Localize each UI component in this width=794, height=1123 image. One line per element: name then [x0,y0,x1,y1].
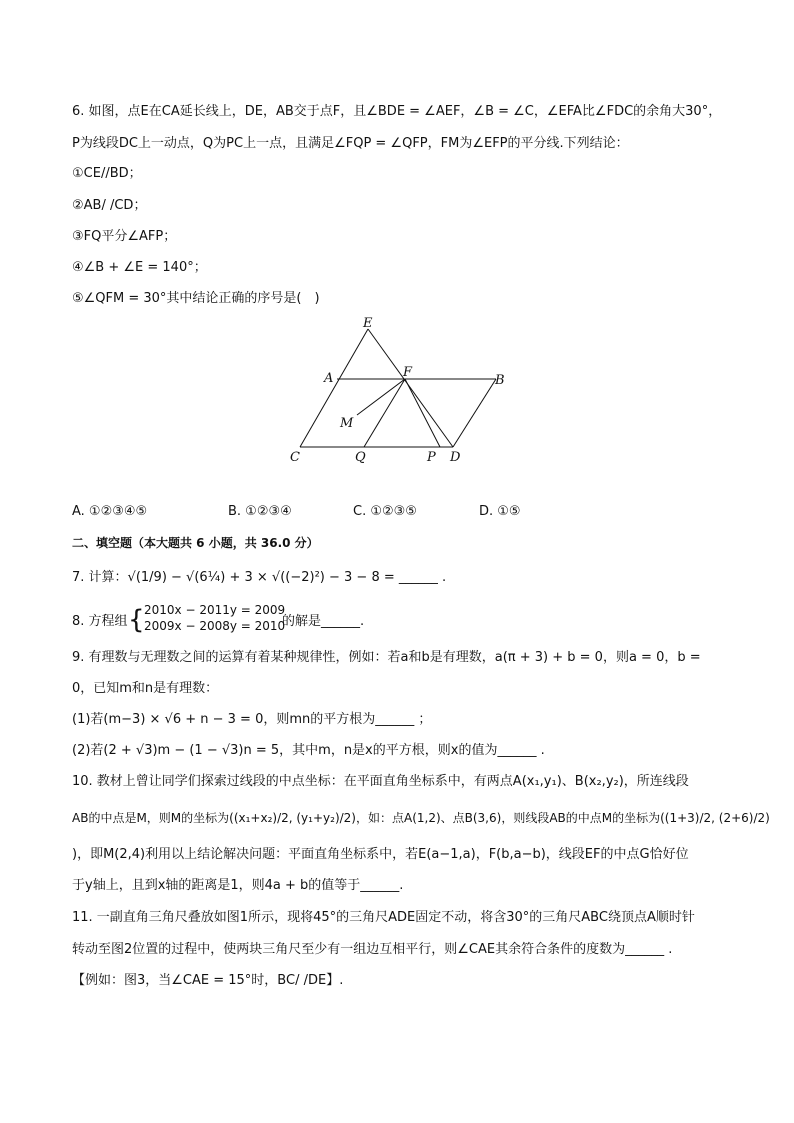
line-BD [453,379,496,447]
q9-line2: 0，已知m和n是有理数： [72,681,219,696]
q7: 7. 计算：√(1/9) − √(6¼) + 3 × √((−2)²) − 3 − 8 = ______ . [72,570,447,585]
line-ED [368,329,453,447]
q11-line2: 转动至图2位置的过程中，使两块三角尺至少有一组边互相平行，则∠CAE其余符合条件的度数为______ . [72,942,673,957]
line-EC [300,329,368,447]
q8-suffix: 的解是______. [282,614,365,629]
q11-line1: 11. 一副直角三角尺叠放如图1所示，现将45°的三角尺ADE固定不动，将含30°的三角尺ABC绕顶点A顺时针 [72,910,695,925]
label-B: B [495,373,505,388]
line-FP [405,379,440,447]
label-Q: Q [355,450,366,465]
q8-equation-2: 2009x − 2008y = 2010 [144,619,286,633]
q8-prefix: 8. 方程组 [72,614,128,629]
q8-brace: { [128,605,145,635]
q10-line3: )，即M(2,4)利用以上结论解决问题：平面直角坐标系中，若E(a−1,a)，F(b,a−b)，线段EF的中点G恰好位 [72,847,689,862]
line-FM [357,379,405,415]
label-C: C [290,450,300,465]
q6-option-d: D. ①⑤ [479,504,521,519]
q6-option-c: C. ①②③⑤ [353,504,417,519]
q11-line3: 【例如：图3，当∠CAE = 15°时，BC/ /DE】. [72,973,344,988]
q6-option-b: B. ①②③④ [228,504,292,519]
line-FQ [364,379,405,447]
q10-line4: 于y轴上，且到x轴的距离是1，则4a + b的值等于______. [72,878,404,893]
q6-line1: 6. 如图，点E在CA延长线上，DE，AB交于点F，且∠BDE = ∠AEF，∠B = ∠C，∠EFA比∠FDC的余角大30°， [72,104,722,119]
label-E: E [363,316,373,331]
label-A: A [324,371,334,386]
q6-option-a: A. ①②③④⑤ [72,504,148,519]
q9-part1: (1)若(m−3) × √6 + n − 3 = 0，则mn的平方根为______ ； [72,712,432,727]
q6-conclusion-1: ①CE//BD； [72,166,142,181]
q6-conclusion-2: ②AB/ /CD； [72,198,147,213]
label-P: P [427,450,436,465]
q6-conclusion-3: ③FQ平分∠AFP； [72,229,177,244]
label-M: M [340,416,354,431]
q6-line2: P为线段DC上一动点，Q为PC上一点，且满足∠FQP = ∠QFP，FM为∠EFP的平分线.下列结论： [72,136,629,151]
q10-line2: AB的中点是M，则M的坐标为((x₁+x₂)/2, (y₁+y₂)/2)，如：点A(1,2)、点B(3,6)，则线段AB的中点M的坐标为((1+3)/2, (2+6)/2) [72,811,770,825]
q8-equation-1: 2010x − 2011y = 2009 [144,603,286,617]
q6-conclusion-5: ⑤∠QFM = 30°其中结论正确的序号是( ) [72,291,320,306]
section-heading: 二、填空题（本大题共 6 小题，共 36.0 分） [72,536,319,550]
q9-part2: (2)若(2 + √3)m − (1 − √3)n = 5，其中m，n是x的平方根，则x的值为______ . [72,743,545,758]
q9-line1: 9. 有理数与无理数之间的运算有着某种规律性，例如：若a和b是有理数，a(π + 3) + b = 0，则a = 0，b = [72,650,701,665]
q6-geometry-figure [280,310,520,470]
q10-line1: 10. 教材上曾让同学们探索过线段的中点坐标：在平面直角坐标系中，有两点A(x₁,y₁)、B(x₂,y₂)，所连线段 [72,774,689,789]
q6-conclusion-4: ④∠B + ∠E = 140°； [72,260,207,275]
label-D: D [450,450,461,465]
label-F: F [403,365,413,380]
